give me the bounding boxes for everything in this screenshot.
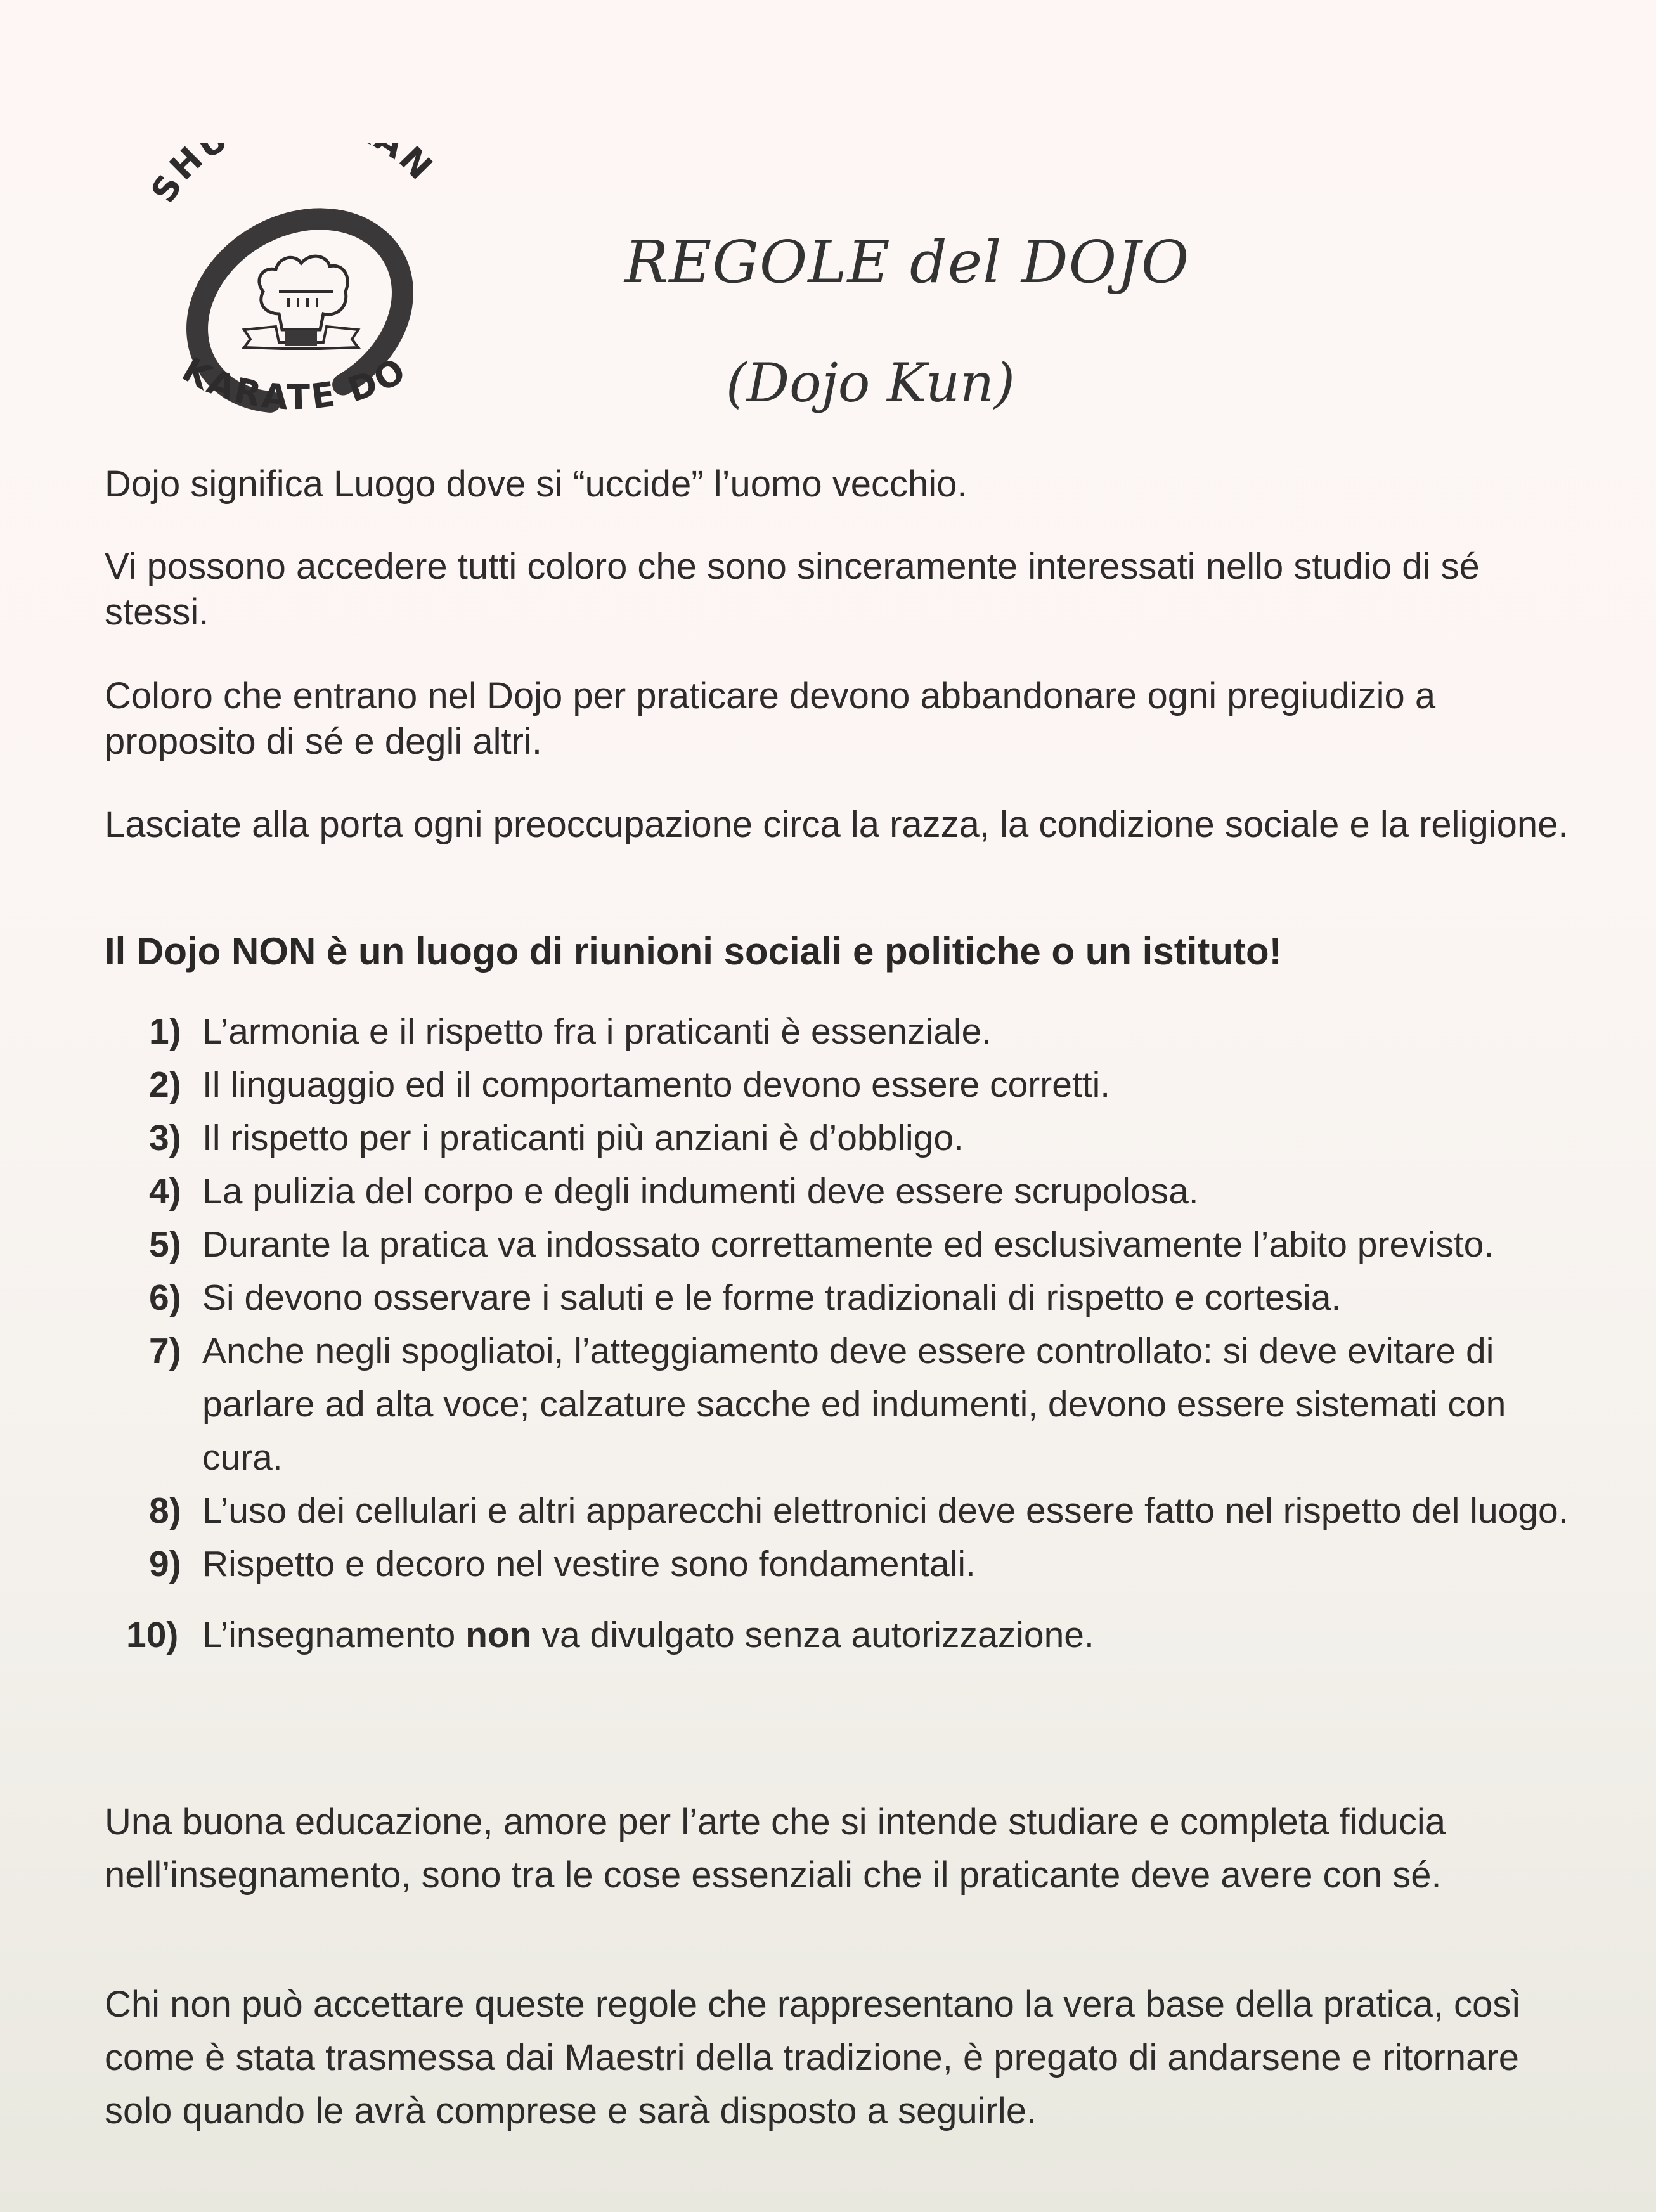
rule-item [126,1608,1588,1662]
intro-paragraph: Coloro che entrano nel Dojo per praticare devono abbandonare ogni pregiudizio a proposito di sé e degli altri. [105,675,1436,762]
rule-number: 1) [149,1011,181,1052]
rule-text: Il rispetto per i praticanti più anziani è d’obbligo. [202,1118,964,1158]
rule-text-part: L’insegnamento [202,1615,466,1655]
rules-list [126,1005,1588,1662]
rule-text: L’armonia e il rispetto fra i praticanti è essenziale. [202,1011,992,1052]
closing-paragraph: Una buona educazione, amore per l’arte che si intende studiare e completa fiducia nell’insegnamento, sono tra le cose essenziali che il praticante deve avere con sé. [105,1801,1446,1896]
rule-number: 9) [149,1544,181,1584]
rule-item [149,1271,1588,1324]
rule-text [202,1608,1588,1662]
rule-number: 10) [126,1615,179,1655]
rule-text: Durante la pratica va indossato correttamente ed esclusivamente l’abito previsto. [202,1224,1494,1265]
logo-bottom-text: KARATE DO [175,349,415,418]
rule-number: 3) [149,1118,181,1158]
logo-top-text: SH AN [143,143,442,210]
rule-item [149,1324,1588,1484]
fist-icon [244,256,358,349]
rule-text: Si devono osservare i saluti e le forme tradizionali di rispetto e cortesia. [202,1277,1342,1318]
rule-number: 2) [149,1064,181,1105]
intro-paragraph: Dojo significa Luogo dove si “uccide” l’uomo vecchio. [105,463,967,505]
rule-item [149,1165,1588,1218]
page-title: REGOLE del DOJO [624,228,1190,296]
rule-text: Il linguaggio ed il comportamento devono essere corretti. [202,1064,1111,1105]
rule-item [149,1111,1588,1165]
emphasis-text: non [465,1615,532,1655]
warning-statement: Il Dojo NON è un luogo di riunioni sociali e politiche o un istituto! [105,930,1282,973]
rule-item [149,1218,1588,1271]
closing-paragraph: Chi non può accettare queste regole che rappresentano la vera base della pratica, così come è stata trasmessa dai Maestri della tradizione, è pregato di andarsene e ritornare solo quando le avrà comprese e sarà disposto a seguirle. [105,1984,1522,2131]
page-subtitle: (Dojo Kun) [726,352,1015,414]
rule-number: 4) [149,1171,181,1212]
rule-item [149,1484,1588,1537]
rule-text: Rispetto e decoro nel vestire sono fondamentali. [202,1544,976,1584]
rule-text: La pulizia del corpo e degli indumenti deve essere scrupolosa. [202,1171,1199,1212]
rule-text: L’uso dei cellulari e altri apparecchi elettronici deve essere fatto nel rispetto del luogo. [202,1491,1569,1531]
rule-item [149,1005,1588,1058]
intro-paragraph: Lasciate alla porta ogni preoccupazione circa la razza, la condizione sociale e la religione. [105,804,1569,845]
rule-text: Anche negli spogliatoi, l’atteggiamento deve essere controllato: si deve evitare di parlare ad alta voce; calzature sacche ed indumenti, devono essere sistemati con cura. [202,1331,1506,1478]
rule-number: 5) [149,1224,181,1265]
dojo-logo [136,143,466,434]
rule-number: 8) [149,1491,181,1531]
rule-number: 7) [149,1331,181,1371]
rule-item [149,1537,1588,1591]
rule-text-part: va divulgato senza autorizzazione. [531,1615,1094,1655]
rule-item [149,1058,1588,1111]
intro-paragraph: Vi possono accedere tutti coloro che sono sinceramente interessati nello studio di sé stessi. [105,546,1480,633]
rule-number: 6) [149,1277,181,1318]
